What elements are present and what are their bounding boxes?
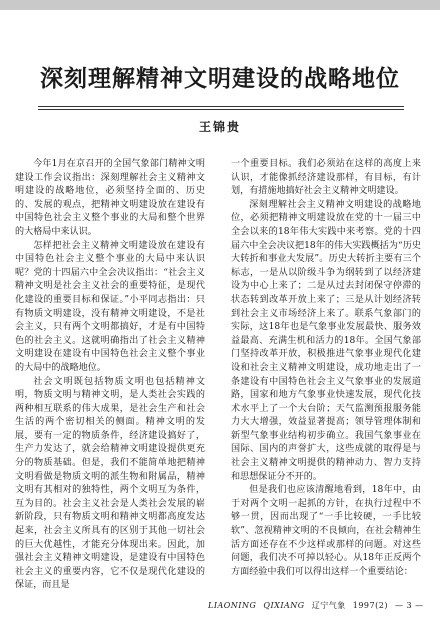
footer-page-number: — 3 — (395, 601, 424, 610)
article-title: 深刻理解精神文明建设的战略地位 (40, 66, 400, 92)
article-author: 王锦贵 (198, 120, 241, 134)
paragraph: 深刻理解社会主义精神文明建设的战略地位，必须把精神文明建设放在党的十一届三中全会以来的18年伟大实践中来考察。党的十四届六中全会决议把18年的伟大实践概括为“历史大转折和事业大发展”。历史大转折主要有三个标志，一是从以阶级斗争为纲转到了以经济建设为中心上来了；二是从过去封闭保守停滞的状态转到改革开放上来了；三是从计划经济转到社会主义市场经济上来了。联系气象部门的实际，这18年也是气象事业发展最快、服务效益最高、充满生机和活力的18年。全国气象部门坚持改革开放，积极推进气象事业现代化建设和社会主义精神文明建设，成功地走出了一条建设有中国特色社会主义气象事业的发展道路，国家和地方气象事业快速发展，现代化技术水平上了一个大台阶；天气监测预报服务能力大大增强，效益显著提高；领导管理体制和新型气象事业结构初步确立。我国气象事业在国际、国内的声誉扩大，这些成就的取得是与社会主义精神文明提供的精神动力、智力支持和思想保证分不开的。 (231, 199, 421, 482)
top-band (0, 0, 440, 10)
title-rule-top (38, 106, 404, 107)
footer-latin-right: QIXIANG (263, 601, 305, 610)
left-column (15, 158, 205, 590)
footer-journal: 辽宁气象 (311, 601, 346, 610)
paragraph: 但是我们也应该清醒地看到，18年中，由于对两个文明一起抓的方针，在执行过程中不够一贯，因而出现了“一手比较硬，一手比较软”、忽视精神文明的不良倾向，在社会精神生活方面还存在不少这样或那样的问题。对这些问题，我们决不可掉以轻心。从18年正反两个方面经验中我们可以得出这样一个重要结论： (231, 485, 421, 577)
paragraph: 今年1月在京召开的全国气象部门精神文明建设工作会议指出：深刻理解社会主义精神文明建设的战略地位，必须坚持全面的、历史的、发展的观点，把精神文明建设放在建设有中国特色社会主义整个事业的大局和整个世界的大格局中来认识。 (15, 159, 205, 237)
paragraph: 社会文明既包括物质文明也包括精神文明，物质文明与精神文明，是人类社会实践的两种相互联系的伟大成果，是社会生产和社会生活的两个密切相关的侧面。精神文明的发展，要有一定的物质条件，经济建设搞好了，生产力发达了，就会给精神文明建设提供更充分的物质基础。但是，我们不能简单地把精神文明看做是物质文明的派生物和附属品，精神文明有其相对的独特性，两个文明互为条件，互为目的。社会主义社会是人类社会发展的崭新阶段，只有物质文明和精神文明都高度发达起来，社会主义所具有的区别于其他一切社会的巨大优越性，才能充分体现出来。因此，加强社会主义精神文明建设，是建设有中国特色社会主义的重要内容，它不仅是现代化建设的保证，而且是 (15, 376, 205, 590)
footer-issue: 1997(2) (352, 601, 388, 610)
title-rule-bottom (38, 109, 404, 110)
paragraph: 一个重要目标。我们必须站在这样的高度上来认识，才能像抓经济建设那样，有目标，有计划，有措施地搞好社会主义精神文明建设。 (231, 159, 421, 197)
paragraph: 怎样把社会主义精神文明建设放在建设有中国特色社会主义整个事业的大局中来认识呢？党的十四届六中全会决议指出：“社会主义精神文明是社会主义社会的重要特征，是现代化建设的重要目标和保证。”小平同志指出：只有物质文明建设，没有精神文明建设，不是社会主义，只有两个文明都搞好，才是有中国特色的社会主义。这就明确指出了社会主义精神文明建设在建设有中国特色社会主义整个事业的大局中的战略地位。 (15, 240, 205, 373)
right-column (231, 158, 421, 590)
footer-latin-left: LIAONING (208, 601, 257, 610)
page-footer (208, 600, 430, 611)
